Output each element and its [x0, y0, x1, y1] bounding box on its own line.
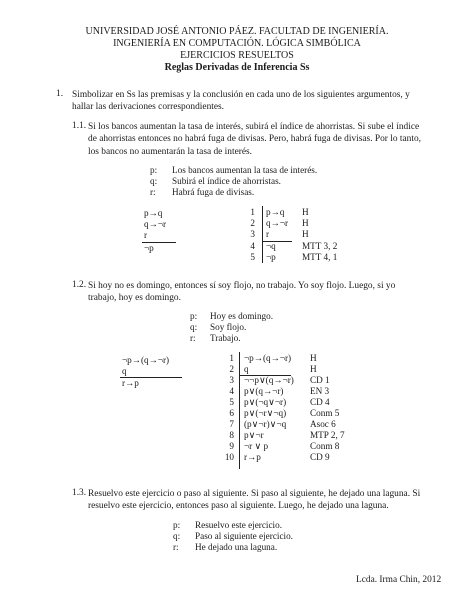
- legend-meaning: Habrá fuga de divisas.: [172, 187, 255, 197]
- legend-meaning: Subirá el índice de ahorristas.: [172, 176, 281, 186]
- derivation-justification: H: [302, 218, 309, 228]
- legend-meaning: Hoy es domingo.: [210, 311, 274, 321]
- derivation-justification: MTP 2, 7: [310, 430, 345, 440]
- derivation-line-number: 4: [250, 241, 255, 251]
- derivation-justification: Asoc 6: [310, 419, 336, 429]
- legend-meaning: Resuelvo este ejercicio.: [195, 520, 282, 530]
- exercise-text: [88, 488, 438, 513]
- premise: q→¬r: [144, 219, 167, 229]
- derivation-justification: EN 3: [310, 386, 330, 396]
- intro-line: Simbolizar en Ss las premisas y la conclusión en cada uno de los siguientes argumentos, y: [72, 90, 410, 100]
- exercise-text-line: Resuelvo este ejercicio o paso al siguiente. Si paso al siguiente, he dejado una laguna. Si: [88, 489, 421, 499]
- premise: p→q: [144, 208, 163, 218]
- exercise-text-line: los bancos no aumentarán la tasa de interés.: [88, 146, 253, 157]
- intro-line: hallar las derivaciones correspondientes.: [72, 102, 225, 113]
- derivation-justification: MTT 3, 2: [302, 241, 338, 251]
- legend-meaning: Los bancos aumentan la tasa de interés.: [172, 165, 318, 175]
- derivation-formula: ¬q: [266, 241, 276, 251]
- derivation-line-number: 2: [229, 364, 234, 374]
- exercise-text-line: Si hoy no es domingo, entonces sí soy flojo, no trabajo. Yo soy flojo. Luego, si yo: [88, 281, 396, 291]
- conclusion: ¬p: [144, 243, 154, 253]
- intro-text: [72, 89, 432, 114]
- derivation-formula: r: [266, 229, 270, 239]
- header-subtitle: EJERCICIOS RESUELTOS: [180, 50, 294, 61]
- derivation-formula: r→p: [244, 452, 261, 462]
- legend-symbol: p:: [150, 165, 158, 175]
- derivation-line-number: 5: [229, 397, 234, 407]
- derivation-line-number: 1: [229, 353, 234, 363]
- premise: r: [144, 230, 148, 240]
- exercise-number: 1.3.: [72, 488, 87, 498]
- legend-symbol: r:: [173, 542, 179, 552]
- conclusion: r→p: [122, 378, 139, 388]
- document-title: Reglas Derivadas de Inferencia Ss: [164, 62, 310, 73]
- derivation-justification: CD 9: [310, 452, 330, 462]
- intro-number: 1.: [56, 89, 64, 99]
- exercise-number: 1.2.: [72, 280, 87, 290]
- derivation-justification: H: [302, 229, 309, 239]
- derivation-justification: CD 4: [310, 397, 330, 407]
- legend-symbol: p:: [190, 311, 198, 321]
- legend-symbol: q:: [173, 531, 181, 541]
- legend-symbol: p:: [173, 520, 181, 530]
- exercise-text-line: trabajo, hoy es domingo.: [88, 293, 181, 304]
- header-program: INGENIERÍA EN COMPUTACIÓN. LÓGICA SIMBÓLICA: [113, 38, 361, 49]
- derivation-formula: p∨(¬r∨¬q): [244, 408, 287, 418]
- legend-symbol: r:: [150, 187, 156, 197]
- derivation-line-number: 7: [229, 419, 234, 429]
- legend-symbol: r:: [190, 333, 196, 343]
- derivation-line-number: 2: [250, 218, 255, 228]
- fitch-bar: [262, 206, 263, 263]
- exercise-text-line: resuelvo este ejercicio, entonces paso al siguiente. Luego, he dejado una laguna.: [88, 501, 389, 512]
- derivation-formula: ¬p: [266, 252, 276, 262]
- legend-meaning: He dejado una laguna.: [195, 542, 278, 552]
- derivation-line-number: 10: [224, 452, 234, 462]
- author-signature: Lcda. Irma Chin, 2012: [356, 575, 442, 585]
- exercise-text: [88, 121, 438, 158]
- derivation-formula: p∨(q→¬r): [244, 386, 284, 396]
- exercise-number: 1.1.: [72, 121, 87, 131]
- derivation-line-number: 9: [229, 441, 234, 451]
- derivation-formula: p∨(¬q∨¬r): [244, 397, 287, 407]
- derivation-justification: Conm 8: [310, 441, 340, 451]
- derivation-justification: Conm 5: [310, 408, 340, 418]
- derivation-formula: q→¬r: [266, 218, 289, 228]
- derivation-line-number: 4: [229, 386, 234, 396]
- derivation-formula: ¬r ∨ p: [244, 441, 269, 451]
- legend-meaning: Soy flojo.: [210, 322, 247, 332]
- exercise-text-line: Si los bancos aumentan la tasa de interés, subirá el índice de ahorristas. Si sube el índice: [88, 122, 420, 132]
- premise: ¬p→(q→¬r): [122, 355, 170, 365]
- derivation-line-number: 8: [229, 430, 234, 440]
- derivation-formula: ¬¬p∨(q→¬r): [244, 375, 294, 385]
- legend-meaning: Trabajo.: [210, 333, 241, 343]
- header-university: UNIVERSIDAD JOSÉ ANTONIO PÁEZ. FACULTAD DE INGENIERÍA.: [85, 26, 389, 37]
- derivation-justification: H: [310, 353, 317, 363]
- derivation-formula: p∨¬r: [244, 430, 264, 440]
- legend-symbol: q:: [190, 322, 198, 332]
- exercise-text-line: de ahorristas entonces no habrá fuga de divisas. Pero, habrá fuga de divisas. Por lo tanto,: [88, 134, 421, 145]
- legend-meaning: Paso al siguiente ejercicio.: [195, 531, 293, 541]
- derivation-line-number: 5: [250, 252, 255, 262]
- derivation-line-number: 3: [229, 375, 234, 385]
- fitch-bar: [239, 352, 240, 469]
- derivation-justification: H: [310, 364, 317, 374]
- derivation-justification: H: [302, 207, 309, 217]
- legend-symbol: q:: [150, 176, 158, 186]
- derivation-formula: (p∨¬r)∨¬q: [244, 419, 287, 429]
- derivation-line-number: 3: [250, 229, 255, 239]
- derivation-line-number: 6: [229, 408, 234, 418]
- premise: q: [122, 366, 127, 376]
- derivation-justification: CD 1: [310, 375, 330, 385]
- derivation-formula: p→q: [266, 207, 285, 217]
- derivation-formula: q: [244, 364, 249, 374]
- derivation-formula: ¬p→(q→¬r): [244, 353, 292, 363]
- exercise-text: [88, 280, 438, 305]
- derivation-line-number: 1: [250, 207, 255, 217]
- derivation-justification: MTT 4, 1: [302, 252, 338, 262]
